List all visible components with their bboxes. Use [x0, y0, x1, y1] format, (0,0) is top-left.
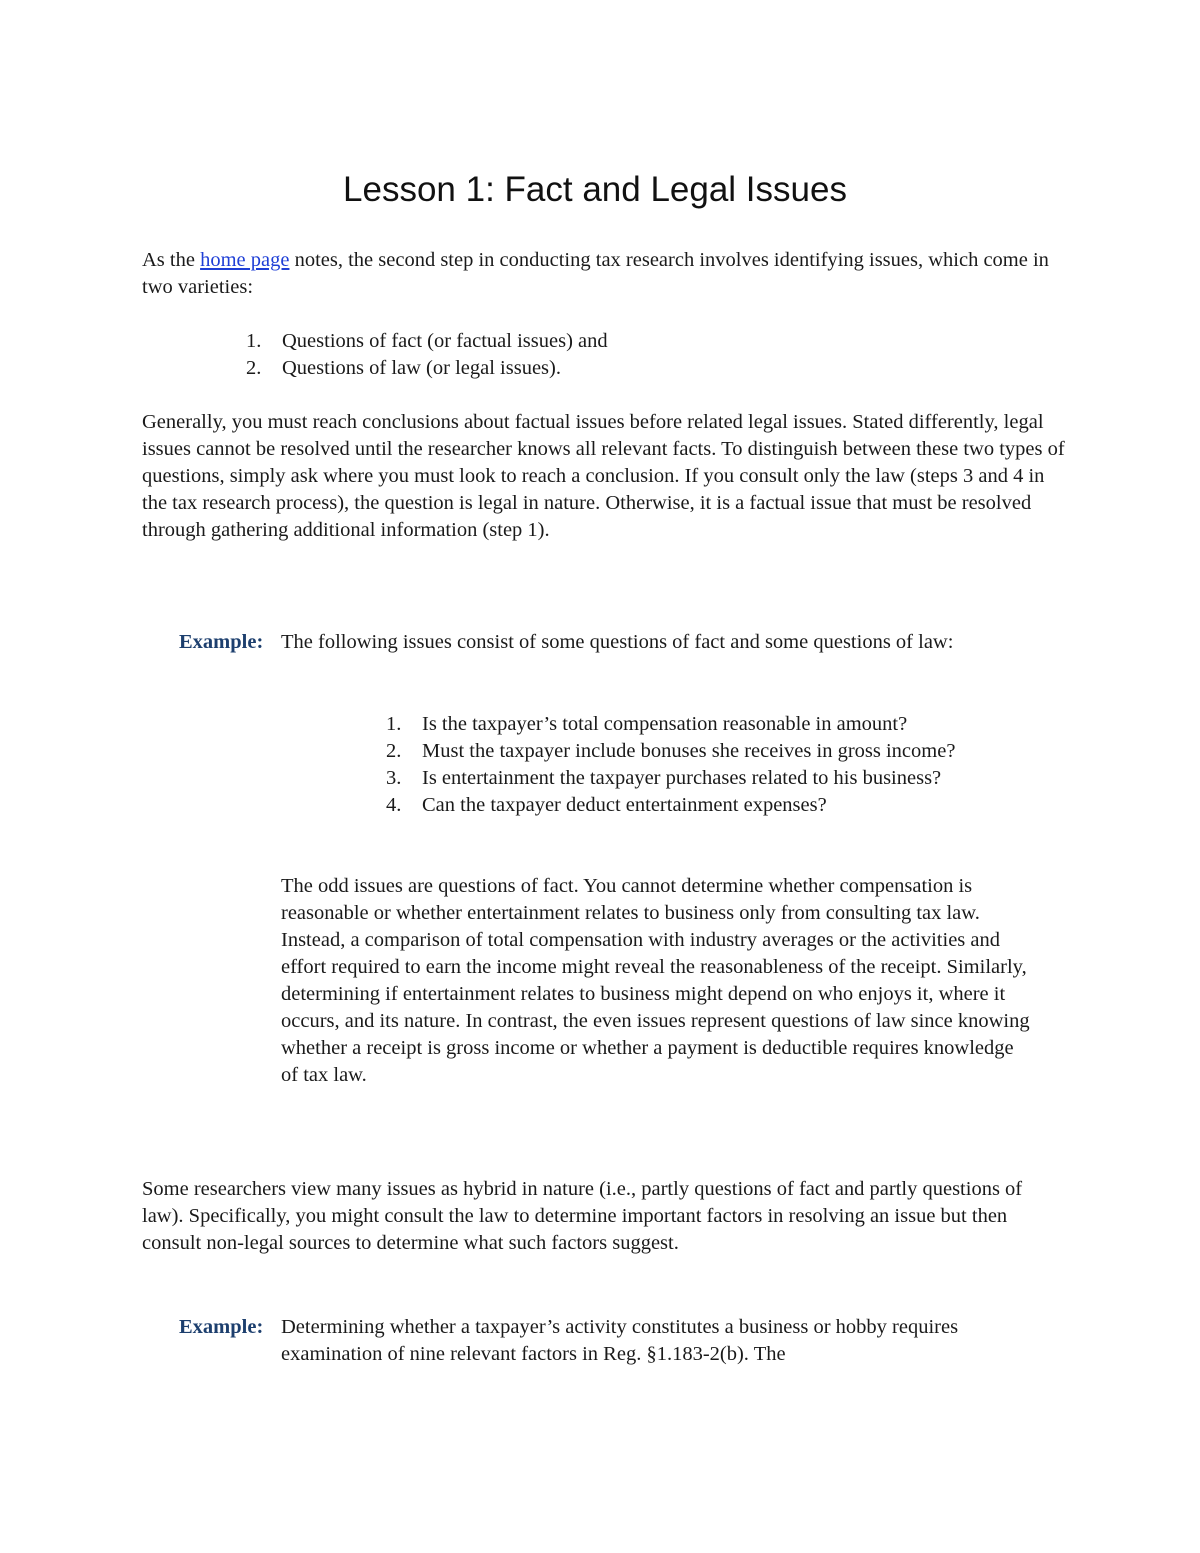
list-item: [386, 765, 1036, 792]
list-item: [246, 355, 946, 382]
issues-list: [386, 711, 1036, 819]
list-number: 4.: [386, 794, 402, 816]
list-text: Is the taxpayer’s total compensation reasonable in amount?: [422, 713, 908, 735]
list-number: 2.: [246, 357, 262, 379]
hybrid-issues-paragraph: Some researchers view many issues as hybrid in nature (i.e., partly questions of fact and partly questions of law). Specifically, you might consult the law to determine important factors in resolving an issue but then consult non-legal sources to determine what such factors suggest.: [142, 1178, 1023, 1254]
fact-vs-law-paragraph: Generally, you must reach conclusions about factual issues before related legal issues. Stated differently, legal issues cannot be resolved until the researcher knows all relevant facts. To distinguish between these two types of questions, simply ask where you must look to reach a conclusion. If you consult only the law (steps 3 and 4 in the tax research process), the question is legal in nature. Otherwise, it is a factual issue that must be resolved through gathering additional information (step 1).: [142, 411, 1065, 541]
list-item: [246, 328, 946, 355]
list-text: Questions of fact (or factual issues) and: [282, 330, 608, 352]
list-item: [386, 711, 1036, 738]
intro-suffix: notes, the second step in conducting tax research involves identifying issues, which come in two varieties:: [142, 249, 1049, 298]
page-title: Lesson 1: Fact and Legal Issues: [343, 170, 847, 209]
list-item: [386, 792, 1036, 819]
example-2-label: Example:: [179, 1316, 264, 1338]
list-text: Questions of law (or legal issues).: [282, 357, 561, 379]
list-number: 1.: [246, 330, 262, 352]
list-text: Is entertainment the taxpayer purchases related to his business?: [422, 767, 942, 789]
list-text: Can the taxpayer deduct entertainment expenses?: [422, 794, 827, 816]
intro-paragraph: [142, 247, 1062, 301]
example-1-label: Example:: [179, 631, 264, 653]
varieties-list: [246, 328, 946, 382]
example-1-answer: The odd issues are questions of fact. You cannot determine whether compensation is reasonable or whether entertainment relates to business only from consulting tax law. Instead, a comparison of total compensation with industry averages or the activities and effort required to earn the income might reveal the reasonableness of the receipt. Similarly, determining if entertainment relates to business might depend on who enjoys it, where it occurs, and its nature. In contrast, the even issues represent questions of law since knowing whether a receipt is gross income or whether a payment is deductible requires knowledge of tax law.: [281, 875, 1030, 1086]
list-number: 2.: [386, 740, 402, 762]
list-number: 1.: [386, 713, 402, 735]
example-2-text: Determining whether a taxpayer’s activity constitutes a business or hobby requires examination of nine relevant factors in Reg. §1.183-2(b). The: [281, 1316, 959, 1365]
list-number: 3.: [386, 767, 402, 789]
intro-prefix: As the: [142, 249, 201, 271]
list-text: Must the taxpayer include bonuses she receives in gross income?: [422, 740, 956, 762]
home-page-link[interactable]: home page: [200, 249, 290, 271]
example-1-text: The following issues consist of some questions of fact and some questions of law:: [281, 631, 954, 653]
list-item: [386, 738, 1036, 765]
